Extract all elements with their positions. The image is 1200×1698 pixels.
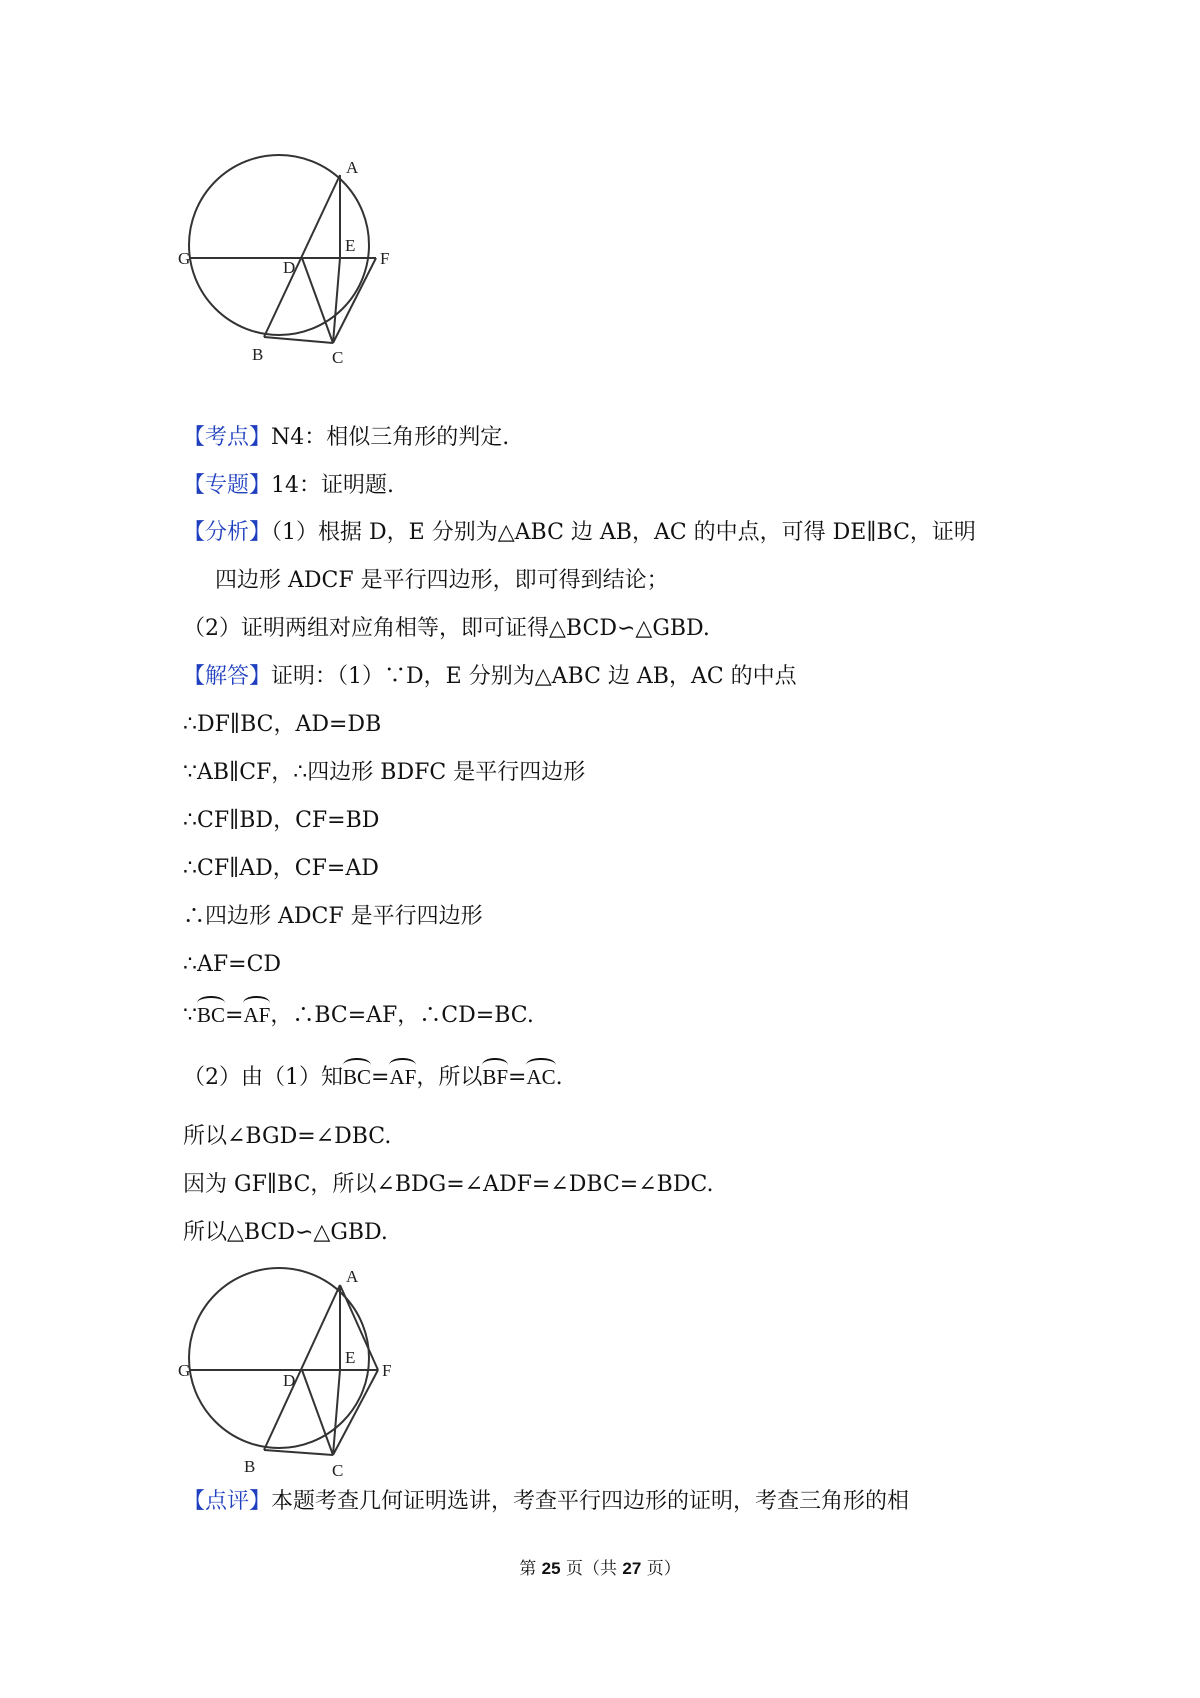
part2-suffix: . [555,1065,563,1090]
label-C: C [332,1461,344,1480]
proof-step: ∴AF=CD [183,952,282,977]
equals-sign: = [508,1065,527,1090]
kaodian-tag: 【考点】 [183,425,272,450]
proof-step: ∴CF∥AD，CF=AD [183,856,379,881]
label-D: D [283,1371,296,1390]
arc-equality-line [183,996,534,1031]
arc-line-suffix: ，∴BC=AF，∴CD=BC. [270,1003,534,1028]
segment-BC [264,337,333,343]
part2-middle: ，所以 [416,1065,483,1090]
footer-middle: 页（共 [560,1559,623,1579]
label-F: F [380,249,390,268]
footer-prefix: 第 [519,1559,542,1579]
geometry-figure-bottom [180,1262,420,1482]
arc-AF: AF [389,1058,416,1088]
label-D: D [283,258,296,277]
proof-step-2c: 所以△BCD∽△GBD. [183,1220,388,1245]
footer-suffix: 页） [641,1559,681,1579]
label-C: C [332,348,344,367]
jieda-line-1 [183,662,797,692]
kaodian-text: N4：相似三角形的判定. [271,425,510,450]
fenxi-line-2: 四边形 ADCF 是平行四边形，即可得到结论； [215,568,669,593]
fenxi-tag: 【分析】 [183,520,272,545]
label-A: A [346,1267,359,1286]
circle [189,155,369,335]
arc-AF: AF [243,996,270,1026]
label-B: B [252,345,264,364]
fenxi-text-1: （1）根据 D，E 分别为△ABC 边 AB，AC 的中点，可得 DE∥BC，证明 [271,520,976,545]
circle [189,1268,369,1448]
segment-DC [302,1370,333,1455]
zhuanti-text: 14：证明题. [271,473,395,498]
fenxi-line-3: （2）证明两组对应角相等，即可证得△BCD∽△GBD. [183,616,710,641]
label-F: F [382,1361,392,1380]
geometry-figure-top [180,150,420,370]
circle-diagram-with-AF [180,1262,420,1482]
arc-AC: AC [526,1058,555,1088]
circle-diagram [180,150,420,370]
zhuanti-line [183,471,394,501]
label-G: G [178,249,191,268]
proof-step: ∴DF∥BC，AD=DB [183,712,382,737]
jieda-tag: 【解答】 [183,664,272,689]
zhuanti-tag: 【专题】 [183,473,272,498]
proof-step: ∴CF∥BD，CF=BD [183,808,380,833]
total-pages: 27 [622,1559,642,1578]
label-G: G [178,1361,191,1380]
arc-BC: BC [197,996,225,1026]
dianping-tag: 【点评】 [183,1489,272,1514]
because-symbol: ∵ [183,1003,197,1028]
page-number: 25 [541,1559,561,1578]
proof-step: ∵AB∥CF，∴四边形 BDFC 是平行四边形 [183,760,586,785]
kaodian-line [183,423,509,453]
part2-prefix: （2）由（1）知 [183,1065,343,1090]
proof-step-2b: 因为 GF∥BC，所以∠BDG=∠ADF=∠DBC=∠BDC. [183,1172,714,1197]
label-E: E [345,1348,356,1367]
label-B: B [244,1457,256,1476]
label-E: E [345,236,356,255]
label-A: A [346,158,359,177]
dianping-text: 本题考查几何证明选讲，考查平行四边形的证明，考查三角形的相 [271,1489,910,1514]
part2-line [183,1058,563,1093]
fenxi-line-1 [183,518,976,548]
arc-BC: BC [343,1058,371,1088]
page-footer [0,1557,1200,1581]
proof-step-2a: 所以∠BGD=∠DBC. [183,1124,392,1149]
arc-BF: BF [482,1058,508,1088]
equals-sign: = [371,1065,390,1090]
segment-AB [264,1285,340,1450]
proof-step: ∴四边形 ADCF 是平行四边形 [183,904,483,929]
equals-sign: = [225,1003,244,1028]
dianping-line [183,1487,909,1517]
segment-BC [264,1450,333,1455]
segment-AB [264,175,340,337]
jieda-text-1: 证明：（1）∵D，E 分别为△ABC 边 AB，AC 的中点 [271,664,797,689]
